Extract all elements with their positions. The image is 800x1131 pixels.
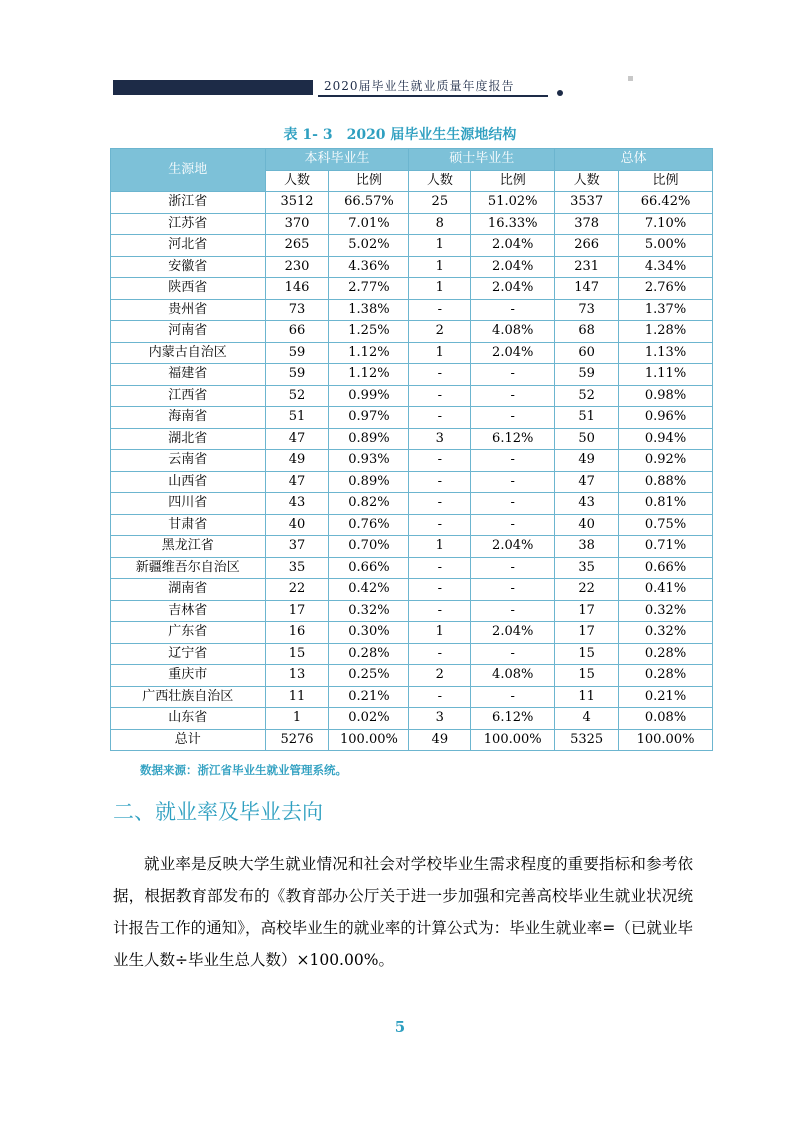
value-cell: 49	[265, 450, 329, 472]
value-cell: 0.28%	[619, 643, 713, 665]
value-cell: 0.30%	[329, 622, 409, 644]
province-cell: 新疆维吾尔自治区	[111, 557, 266, 579]
total-value-cell: 100.00%	[329, 729, 409, 751]
value-cell: 49	[555, 450, 619, 472]
value-cell: 50	[555, 428, 619, 450]
value-cell: 1	[409, 342, 471, 364]
value-cell: 47	[265, 471, 329, 493]
value-cell: 11	[555, 686, 619, 708]
table-row	[111, 514, 713, 536]
value-cell: 0.28%	[329, 643, 409, 665]
province-cell: 云南省	[111, 450, 266, 472]
value-cell: 2.04%	[471, 278, 555, 300]
sub-header-cell: 比例	[471, 170, 555, 192]
table-row	[111, 342, 713, 364]
table-row	[111, 192, 713, 214]
value-cell: 6.12%	[471, 428, 555, 450]
value-cell: -	[471, 557, 555, 579]
value-cell: 16	[265, 622, 329, 644]
value-cell: 15	[555, 643, 619, 665]
value-cell: -	[409, 643, 471, 665]
province-cell: 山西省	[111, 471, 266, 493]
value-cell: 0.81%	[619, 493, 713, 515]
value-cell: 5.02%	[329, 235, 409, 257]
value-cell: 0.98%	[619, 385, 713, 407]
value-cell: 1	[409, 278, 471, 300]
table-row	[111, 450, 713, 472]
value-cell: 0.97%	[329, 407, 409, 429]
table-row	[111, 321, 713, 343]
value-cell: 147	[555, 278, 619, 300]
value-cell: 68	[555, 321, 619, 343]
value-cell: 230	[265, 256, 329, 278]
value-cell: 4.36%	[329, 256, 409, 278]
value-cell: 1.12%	[329, 364, 409, 386]
value-cell: 7.10%	[619, 213, 713, 235]
value-cell: 0.66%	[329, 557, 409, 579]
table-row	[111, 364, 713, 386]
value-cell: 0.41%	[619, 579, 713, 601]
table-row	[111, 600, 713, 622]
value-cell: 0.89%	[329, 471, 409, 493]
value-cell: 59	[265, 342, 329, 364]
value-cell: 0.94%	[619, 428, 713, 450]
value-cell: 0.92%	[619, 450, 713, 472]
value-cell: 0.82%	[329, 493, 409, 515]
table-row	[111, 708, 713, 730]
value-cell: 15	[555, 665, 619, 687]
value-cell: 2	[409, 321, 471, 343]
value-cell: 2.04%	[471, 536, 555, 558]
value-cell: -	[471, 514, 555, 536]
value-cell: 0.32%	[329, 600, 409, 622]
value-cell: 0.21%	[329, 686, 409, 708]
value-cell: 0.75%	[619, 514, 713, 536]
group-header-master: 硕士毕业生	[409, 149, 555, 171]
table-row	[111, 299, 713, 321]
value-cell: 0.99%	[329, 385, 409, 407]
table-row	[111, 579, 713, 601]
province-cell: 湖北省	[111, 428, 266, 450]
total-value-cell: 5325	[555, 729, 619, 751]
value-cell: 73	[555, 299, 619, 321]
province-cell: 广东省	[111, 622, 266, 644]
value-cell: 35	[555, 557, 619, 579]
value-cell: -	[471, 364, 555, 386]
value-cell: -	[471, 600, 555, 622]
table-row	[111, 493, 713, 515]
value-cell: 47	[555, 471, 619, 493]
value-cell: -	[409, 364, 471, 386]
value-cell: 1.13%	[619, 342, 713, 364]
value-cell: 60	[555, 342, 619, 364]
header-mark-decoration	[628, 76, 633, 81]
value-cell: 1.25%	[329, 321, 409, 343]
province-cell: 辽宁省	[111, 643, 266, 665]
value-cell: 51.02%	[471, 192, 555, 214]
group-header-overall: 总体	[555, 149, 713, 171]
province-cell: 安徽省	[111, 256, 266, 278]
value-cell: 5.00%	[619, 235, 713, 257]
value-cell: 52	[265, 385, 329, 407]
value-cell: 2.76%	[619, 278, 713, 300]
value-cell: -	[409, 686, 471, 708]
value-cell: 4.34%	[619, 256, 713, 278]
value-cell: 370	[265, 213, 329, 235]
value-cell: 59	[555, 364, 619, 386]
value-cell: 3	[409, 708, 471, 730]
province-cell: 浙江省	[111, 192, 266, 214]
value-cell: 2.04%	[471, 235, 555, 257]
total-label-cell: 总计	[111, 729, 266, 751]
sub-header-cell: 人数	[555, 170, 619, 192]
total-row	[111, 729, 713, 751]
value-cell: 0.21%	[619, 686, 713, 708]
value-cell: 43	[265, 493, 329, 515]
value-cell: 0.76%	[329, 514, 409, 536]
header-dot-decoration	[557, 90, 563, 96]
value-cell: 0.93%	[329, 450, 409, 472]
province-cell: 贵州省	[111, 299, 266, 321]
sub-header-cell: 比例	[619, 170, 713, 192]
header-bar	[113, 80, 313, 95]
value-cell: 146	[265, 278, 329, 300]
value-cell: 266	[555, 235, 619, 257]
value-cell: 22	[555, 579, 619, 601]
value-cell: 38	[555, 536, 619, 558]
group-header-undergrad: 本科毕业生	[265, 149, 409, 171]
value-cell: 15	[265, 643, 329, 665]
value-cell: 7.01%	[329, 213, 409, 235]
value-cell: 40	[265, 514, 329, 536]
province-cell: 吉林省	[111, 600, 266, 622]
value-cell: 1	[409, 256, 471, 278]
value-cell: -	[409, 471, 471, 493]
value-cell: 43	[555, 493, 619, 515]
value-cell: 0.89%	[329, 428, 409, 450]
province-cell: 陕西省	[111, 278, 266, 300]
value-cell: 1.11%	[619, 364, 713, 386]
value-cell: 0.71%	[619, 536, 713, 558]
body-paragraph: 就业率是反映大学生就业情况和社会对学校毕业生需求程度的重要指标和参考依据，根据教育部发布的《教育部办公厅关于进一步加强和完善高校毕业生就业状况统计报告工作的通知》，高校毕业生的就业率的计算公式为：毕业生就业率=（已就业毕业生人数÷毕业生总人数）×100.00%。	[113, 855, 693, 969]
page-number: 5	[394, 1018, 406, 1036]
value-cell: -	[409, 579, 471, 601]
value-cell: -	[471, 407, 555, 429]
value-cell: 1.28%	[619, 321, 713, 343]
value-cell: 0.70%	[329, 536, 409, 558]
province-cell: 黑龙江省	[111, 536, 266, 558]
value-cell: 4	[555, 708, 619, 730]
value-cell: 25	[409, 192, 471, 214]
value-cell: 3512	[265, 192, 329, 214]
table-row	[111, 665, 713, 687]
value-cell: -	[409, 600, 471, 622]
value-cell: 1.12%	[329, 342, 409, 364]
table-row	[111, 385, 713, 407]
value-cell: 0.28%	[619, 665, 713, 687]
table-row	[111, 213, 713, 235]
total-value-cell: 5276	[265, 729, 329, 751]
province-cell: 河南省	[111, 321, 266, 343]
province-cell: 内蒙古自治区	[111, 342, 266, 364]
value-cell: 51	[265, 407, 329, 429]
value-cell: 0.42%	[329, 579, 409, 601]
data-source-note: 数据来源：浙江省毕业生就业管理系统。	[140, 763, 347, 777]
value-cell: 40	[555, 514, 619, 536]
value-cell: 231	[555, 256, 619, 278]
table-row	[111, 256, 713, 278]
province-cell: 甘肃省	[111, 514, 266, 536]
province-cell: 福建省	[111, 364, 266, 386]
value-cell: -	[471, 450, 555, 472]
value-cell: 37	[265, 536, 329, 558]
province-cell: 湖南省	[111, 579, 266, 601]
value-cell: 0.08%	[619, 708, 713, 730]
value-cell: -	[471, 579, 555, 601]
province-cell: 山东省	[111, 708, 266, 730]
sub-header-cell: 人数	[409, 170, 471, 192]
value-cell: -	[409, 385, 471, 407]
province-cell: 河北省	[111, 235, 266, 257]
value-cell: 3	[409, 428, 471, 450]
province-cell: 重庆市	[111, 665, 266, 687]
value-cell: 35	[265, 557, 329, 579]
table-row	[111, 557, 713, 579]
table-row	[111, 536, 713, 558]
value-cell: 17	[555, 600, 619, 622]
value-cell: 8	[409, 213, 471, 235]
value-cell: 22	[265, 579, 329, 601]
total-value-cell: 49	[409, 729, 471, 751]
value-cell: 17	[555, 622, 619, 644]
province-cell: 四川省	[111, 493, 266, 515]
value-cell: 0.32%	[619, 622, 713, 644]
value-cell: -	[471, 385, 555, 407]
value-cell: -	[409, 493, 471, 515]
value-cell: 66.57%	[329, 192, 409, 214]
table-row	[111, 686, 713, 708]
value-cell: 3537	[555, 192, 619, 214]
value-cell: 1	[409, 536, 471, 558]
value-cell: -	[409, 299, 471, 321]
value-cell: 0.96%	[619, 407, 713, 429]
value-cell: 378	[555, 213, 619, 235]
value-cell: 66	[265, 321, 329, 343]
value-cell: 17	[265, 600, 329, 622]
value-cell: -	[471, 493, 555, 515]
value-cell: 47	[265, 428, 329, 450]
value-cell: 0.66%	[619, 557, 713, 579]
value-cell: 4.08%	[471, 665, 555, 687]
value-cell: 1	[409, 235, 471, 257]
value-cell: 2.04%	[471, 622, 555, 644]
table-row	[111, 643, 713, 665]
value-cell: -	[409, 407, 471, 429]
value-cell: 73	[265, 299, 329, 321]
table-row	[111, 278, 713, 300]
value-cell: 0.32%	[619, 600, 713, 622]
value-cell: 2.04%	[471, 256, 555, 278]
value-cell: 16.33%	[471, 213, 555, 235]
value-cell: -	[409, 557, 471, 579]
value-cell: 1	[409, 622, 471, 644]
table-row	[111, 622, 713, 644]
table-row	[111, 235, 713, 257]
value-cell: 0.88%	[619, 471, 713, 493]
value-cell: 66.42%	[619, 192, 713, 214]
value-cell: 51	[555, 407, 619, 429]
value-cell: 13	[265, 665, 329, 687]
table-row	[111, 471, 713, 493]
value-cell: 52	[555, 385, 619, 407]
value-cell: 2	[409, 665, 471, 687]
table-title: 表 1- 3 2020 届毕业生生源地结构	[283, 127, 517, 143]
value-cell: 6.12%	[471, 708, 555, 730]
origin-structure-table	[110, 148, 713, 751]
value-cell: -	[471, 299, 555, 321]
value-cell: 59	[265, 364, 329, 386]
value-cell: -	[471, 471, 555, 493]
section-heading: 二、就业率及毕业去向	[113, 800, 323, 824]
value-cell: 4.08%	[471, 321, 555, 343]
province-cell: 广西壮族自治区	[111, 686, 266, 708]
value-cell: 11	[265, 686, 329, 708]
value-cell: 1	[265, 708, 329, 730]
value-cell: 2.77%	[329, 278, 409, 300]
sub-header-cell: 比例	[329, 170, 409, 192]
value-cell: -	[471, 686, 555, 708]
total-value-cell: 100.00%	[619, 729, 713, 751]
value-cell: 2.04%	[471, 342, 555, 364]
value-cell: -	[409, 514, 471, 536]
value-cell: 265	[265, 235, 329, 257]
value-cell: 1.38%	[329, 299, 409, 321]
value-cell: -	[471, 643, 555, 665]
province-cell: 海南省	[111, 407, 266, 429]
sub-header-cell: 人数	[265, 170, 329, 192]
table-row	[111, 428, 713, 450]
table-row	[111, 407, 713, 429]
value-cell: 1.37%	[619, 299, 713, 321]
row-header-origin: 生源地	[111, 149, 266, 192]
value-cell: 0.25%	[329, 665, 409, 687]
report-header-title: 2020届毕业生就业质量年度报告	[318, 77, 548, 97]
total-value-cell: 100.00%	[471, 729, 555, 751]
value-cell: 0.02%	[329, 708, 409, 730]
province-cell: 江西省	[111, 385, 266, 407]
province-cell: 江苏省	[111, 213, 266, 235]
value-cell: -	[409, 450, 471, 472]
